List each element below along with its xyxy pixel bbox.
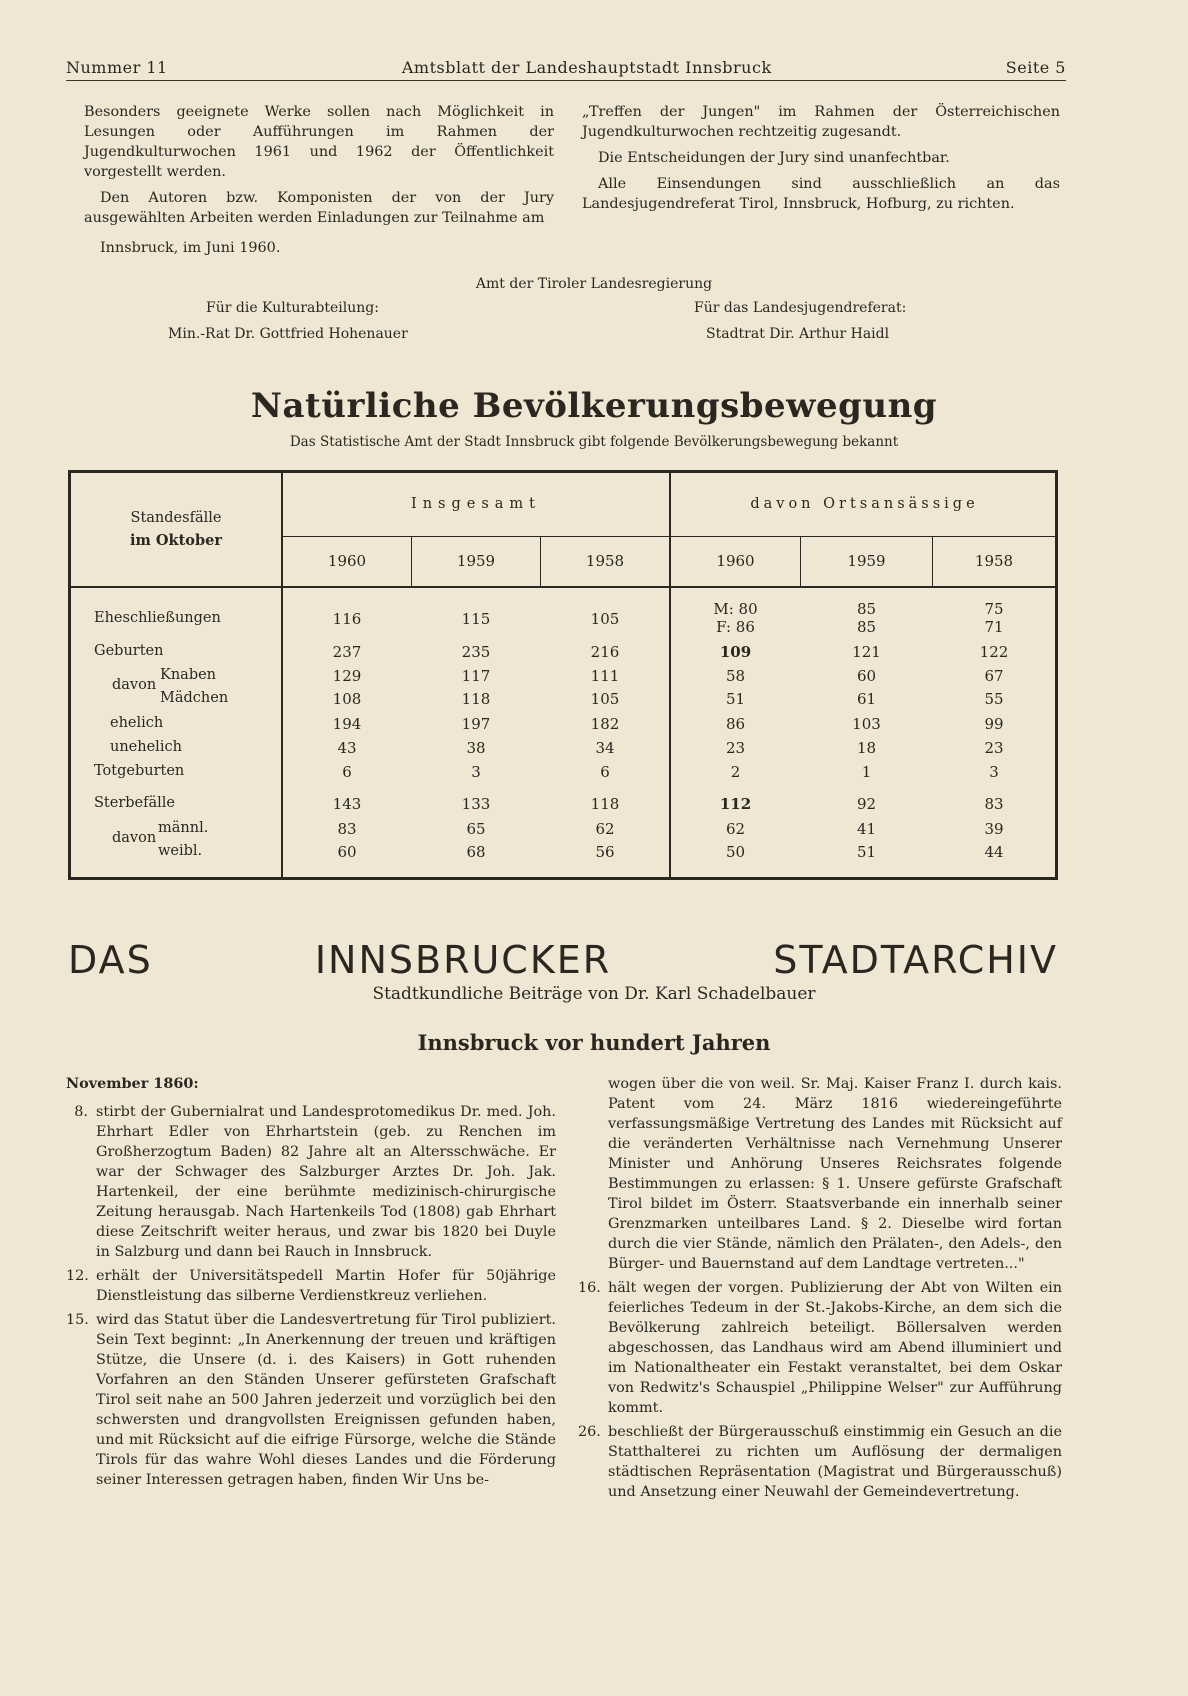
table-cell: 23 (984, 739, 1004, 757)
table-cell: 133 (461, 795, 491, 813)
entry-day: 12. (66, 1268, 89, 1284)
page-header (66, 54, 1066, 80)
table-cell: 18 (856, 739, 877, 757)
table-cell: 2 (730, 763, 741, 781)
table-cell: 237 (332, 643, 362, 661)
table-cell: 109 (719, 643, 752, 661)
table-cell: 75 (984, 600, 1004, 618)
table-cell: 6 (600, 763, 610, 781)
table-cell: 62 (595, 820, 615, 838)
table-cell: 111 (590, 667, 620, 685)
table-cell: 182 (590, 715, 620, 733)
row-label: weibl. (158, 843, 203, 859)
table-cell: 56 (595, 843, 615, 861)
table-cell: 85 (856, 600, 877, 618)
table-cell: 108 (332, 690, 362, 708)
archive-title-word: STADTARCHIV (773, 938, 1058, 982)
header-rule (66, 80, 1066, 81)
table-cell: 43 (337, 739, 357, 757)
entry-day: 8. (74, 1104, 88, 1120)
table-cell: 122 (979, 643, 1009, 661)
archive-title (68, 938, 1058, 982)
archive-subtitle: Stadtkundliche Beiträge von Dr. Karl Schadelbauer (372, 984, 816, 1004)
year-header: 1958 (585, 552, 625, 570)
table-cell: 103 (852, 715, 881, 733)
table-cell: 129 (332, 667, 362, 685)
table-cell: 38 (466, 739, 486, 757)
table-cell: 67 (984, 667, 1004, 685)
year-header: 1959 (847, 552, 886, 570)
paragraph: Die Entscheidungen der Jury sind unanfechtbar. (598, 150, 950, 166)
header-month: im Oktober (130, 532, 222, 549)
table-cell: 51 (725, 690, 746, 708)
table-cell: 118 (590, 795, 620, 813)
list-item (578, 1278, 1062, 1418)
entry-text: beschließt der Bürgerausschuß einstimmig ein Gesuch an die Statthalterei zu richten um Auflösung der dermaligen städtischen Repräsentation (Magistrat und Bürgerausschuß) und Ansetzung einer Neuwahl der Gemeindevertretung. (608, 1424, 1062, 1500)
top-left-column (84, 102, 554, 264)
table-rule (281, 536, 1058, 537)
table-cell: 143 (332, 795, 362, 813)
entry-day: 16. (578, 1280, 601, 1296)
year-header: 1960 (327, 552, 367, 570)
table-cell: 68 (466, 843, 486, 861)
table-cell: 85 (856, 618, 877, 636)
table-cell: 34 (595, 739, 615, 757)
row-label: unehelich (110, 739, 182, 755)
table-cell: 39 (984, 820, 1004, 838)
table-cell: 105 (590, 690, 620, 708)
office-name: Amt der Tiroler Landesregierung (475, 276, 713, 292)
list-item (66, 1102, 556, 1262)
table-cell: 99 (984, 715, 1004, 733)
entry-text: wogen über die von weil. Sr. Maj. Kaiser Franz I. durch kais. Patent vom 24. März 1816 wiedereingeführte verfassungsmäßige Vertretung des Landes mit Rücksicht auf die veränderten Verhältnisse nach Vernehmung Unserer Minister und Anhörung Unseres Reichsrates folgende Bestimmungen zu erlassen: § 1. Unsere gefürste Grafschaft Tirol bildet im Österr. Staatsverbande ein innerhalb seiner Grenzmarken unteilbares Land. § 2. Dieselbe wird fortan durch die vier Stände, nämlich den Prälaten-, den Adels-, den Bürger- und Bauernstand auf dem Landtage vertreten..." (608, 1076, 1062, 1272)
table-cell: 197 (461, 715, 491, 733)
place-date: Innsbruck, im Juni 1960. (100, 240, 281, 256)
table-cell: F: 86 (716, 618, 755, 636)
entry-text: wird das Statut über die Landesvertretung für Tirol publiziert. Sein Text beginnt: „In Anerkennung der treuen und kräftigen Stütze, die Unsere (d. i. des Kaisers) in Gott ruhenden Vorfahren an den Ständen Unserer gefürsteten Grafschaft Tirol seit nahe an 500 Jahren jederzeit und vorzüglich bei den schwersten und drangvollsten Ereignissen gefunden haben, und mit Rücksicht auf die eifrige Fürsorge, welche die Stände Tirols für das wahre Wohl dieses Landes und die Förderung seiner Interessen getragen haben, finden Wir Uns be- (96, 1312, 556, 1488)
year-header: 1958 (974, 552, 1014, 570)
row-label: männl. (158, 820, 209, 836)
archive-title-word: DAS (68, 938, 153, 982)
year-header: 1959 (456, 552, 496, 570)
right-signature-role: Für das Landesjugendreferat: (694, 300, 907, 316)
entry-text: hält wegen der vorgen. Publizierung der Abt von Wilten ein feierliches Tedeum in der St.-Jakobs-Kirche, an dem sich die Bevölkerung zahlreich beteiligt. Böllersalven werden abgeschossen, das Landhaus wird am Abend illuminiert und im Nationaltheater ein Festakt veranstaltet, bei dem Oskar von Redwitz's Schauspiel „Philippine Welser" zur Aufführung kommt. (608, 1280, 1062, 1416)
month-heading: November 1860: (66, 1075, 199, 1092)
table-cell: 1 (861, 763, 872, 781)
table-cell: 51 (856, 843, 877, 861)
entry-text: erhält der Universitätspedell Martin Hofer für 50jährige Dienstleistung das silberne Verdienstkreuz verliehen. (96, 1268, 556, 1304)
table-cell: 92 (856, 795, 877, 813)
table-cell: 41 (856, 820, 877, 838)
table-cell: 65 (466, 820, 486, 838)
section-title: Natürliche Bevölkerungsbewegung (250, 386, 938, 426)
table-cell: 60 (337, 843, 357, 861)
table-rule (71, 586, 1055, 588)
list-item (66, 1310, 556, 1490)
table-cell: 86 (725, 715, 746, 733)
table-cell: 105 (590, 610, 620, 628)
table-cell: 3 (989, 763, 999, 781)
publication-title: Amtsblatt der Landeshauptstadt Innsbruck (401, 57, 772, 77)
year-header: 1960 (716, 552, 755, 570)
table-cell: 44 (984, 843, 1004, 861)
table-cell: 60 (856, 667, 877, 685)
paragraph: „Treffen der Jungen" im Rahmen der Österreichischen Jugendkulturwochen rechtzeitig zugesandt. (582, 104, 1060, 140)
row-label: Sterbefälle (94, 795, 176, 811)
top-right-column (582, 102, 1060, 220)
archive-title-word: INNSBRUCKER (314, 938, 612, 982)
table-cell: 3 (471, 763, 481, 781)
table-cell: 194 (332, 715, 362, 733)
right-signature-name: Stadtrat Dir. Arthur Haidl (706, 326, 890, 342)
table-cell: 118 (461, 690, 491, 708)
paragraph: Alle Einsendungen sind ausschließlich an das Landesjugendreferat Tirol, Innsbruck, Hofburg, zu richten. (582, 176, 1060, 212)
left-signature-name: Min.-Rat Dr. Gottfried Hohenauer (168, 326, 408, 342)
row-label: ehelich (110, 715, 164, 731)
row-label: Eheschließungen (94, 610, 221, 626)
issue-number: Nummer 11 (66, 57, 168, 77)
table-cell: 116 (332, 610, 362, 628)
table-cell: 61 (856, 690, 877, 708)
paragraph: Den Autoren bzw. Komponisten der von der Jury ausgewählten Arbeiten werden Einladungen zur Teilnahme am (84, 190, 554, 226)
row-label: Totgeburten (94, 763, 185, 779)
table-cell: 71 (984, 618, 1004, 636)
row-label: Geburten (94, 643, 164, 659)
paragraph: Besonders geeignete Werke sollen nach Möglichkeit in Lesungen oder Aufführungen im Rahmen der Jugendkulturwochen 1961 und 1962 der Öffentlichkeit vorgestellt werden. (84, 104, 554, 180)
table-cell: 216 (590, 643, 620, 661)
header-insgesamt: Insgesamt (410, 496, 542, 512)
archive-heading: Innsbruck vor hundert Jahren (417, 1030, 771, 1055)
table-cell: M: 80 (713, 600, 758, 618)
table-cell: 235 (461, 643, 491, 661)
table-cell: 115 (461, 610, 491, 628)
table-cell: 50 (725, 843, 746, 861)
archive-right-column (578, 1074, 1062, 1506)
header-ortsansaessige: davon Ortsansässige (750, 496, 979, 512)
left-signature-role: Für die Kulturabteilung: (206, 300, 379, 316)
section-subtitle: Das Statistische Amt der Stadt Innsbruck gibt folgende Bevölkerungsbewegung bekannt (289, 434, 899, 450)
row-label-davon: davon (112, 677, 157, 693)
list-item (66, 1266, 556, 1306)
table-cell: 83 (337, 820, 357, 838)
table-cell: 117 (461, 667, 491, 685)
table-cell: 6 (342, 763, 352, 781)
table-cell: 62 (725, 820, 746, 838)
entry-day (578, 1074, 608, 1274)
table-cell: 23 (725, 739, 746, 757)
archive-left-column (66, 1074, 556, 1494)
table-cell: 58 (725, 667, 746, 685)
list-item (578, 1074, 1062, 1274)
table-cell: 121 (852, 643, 881, 661)
entry-day: 26. (578, 1424, 601, 1440)
page-number: Seite 5 (1005, 57, 1066, 77)
row-label: Mädchen (160, 690, 229, 706)
entry-text: stirbt der Gubernialrat und Landesprotomedikus Dr. med. Joh. Ehrhart Edler von Ehrhartstein (geb. zu Renchen im Großherzogtum Baden) 82 Jahre alt an Altersschwäche. Er war der Schwager des Salzburger Arztes Dr. Joh. Jak. Hartenkeil, der eine berühmte medizinisch-chirurgische Zeitung herausgab. Nach Hartenkeils Tod (1808) gab Ehrhart diese Zeitschrift weiter heraus, und zwar bis 1820 bei Duyle in Salzburg und dann bei Rauch in Innsbruck. (96, 1104, 556, 1260)
table-cell: 112 (719, 795, 752, 813)
list-item (578, 1422, 1062, 1502)
table-cell: 55 (984, 690, 1004, 708)
entry-day: 15. (66, 1312, 89, 1328)
table-cell: 83 (984, 795, 1004, 813)
row-label-davon: davon (112, 830, 157, 846)
header-standesfaelle: Standesfälle (130, 510, 222, 526)
row-label: Knaben (160, 667, 217, 683)
